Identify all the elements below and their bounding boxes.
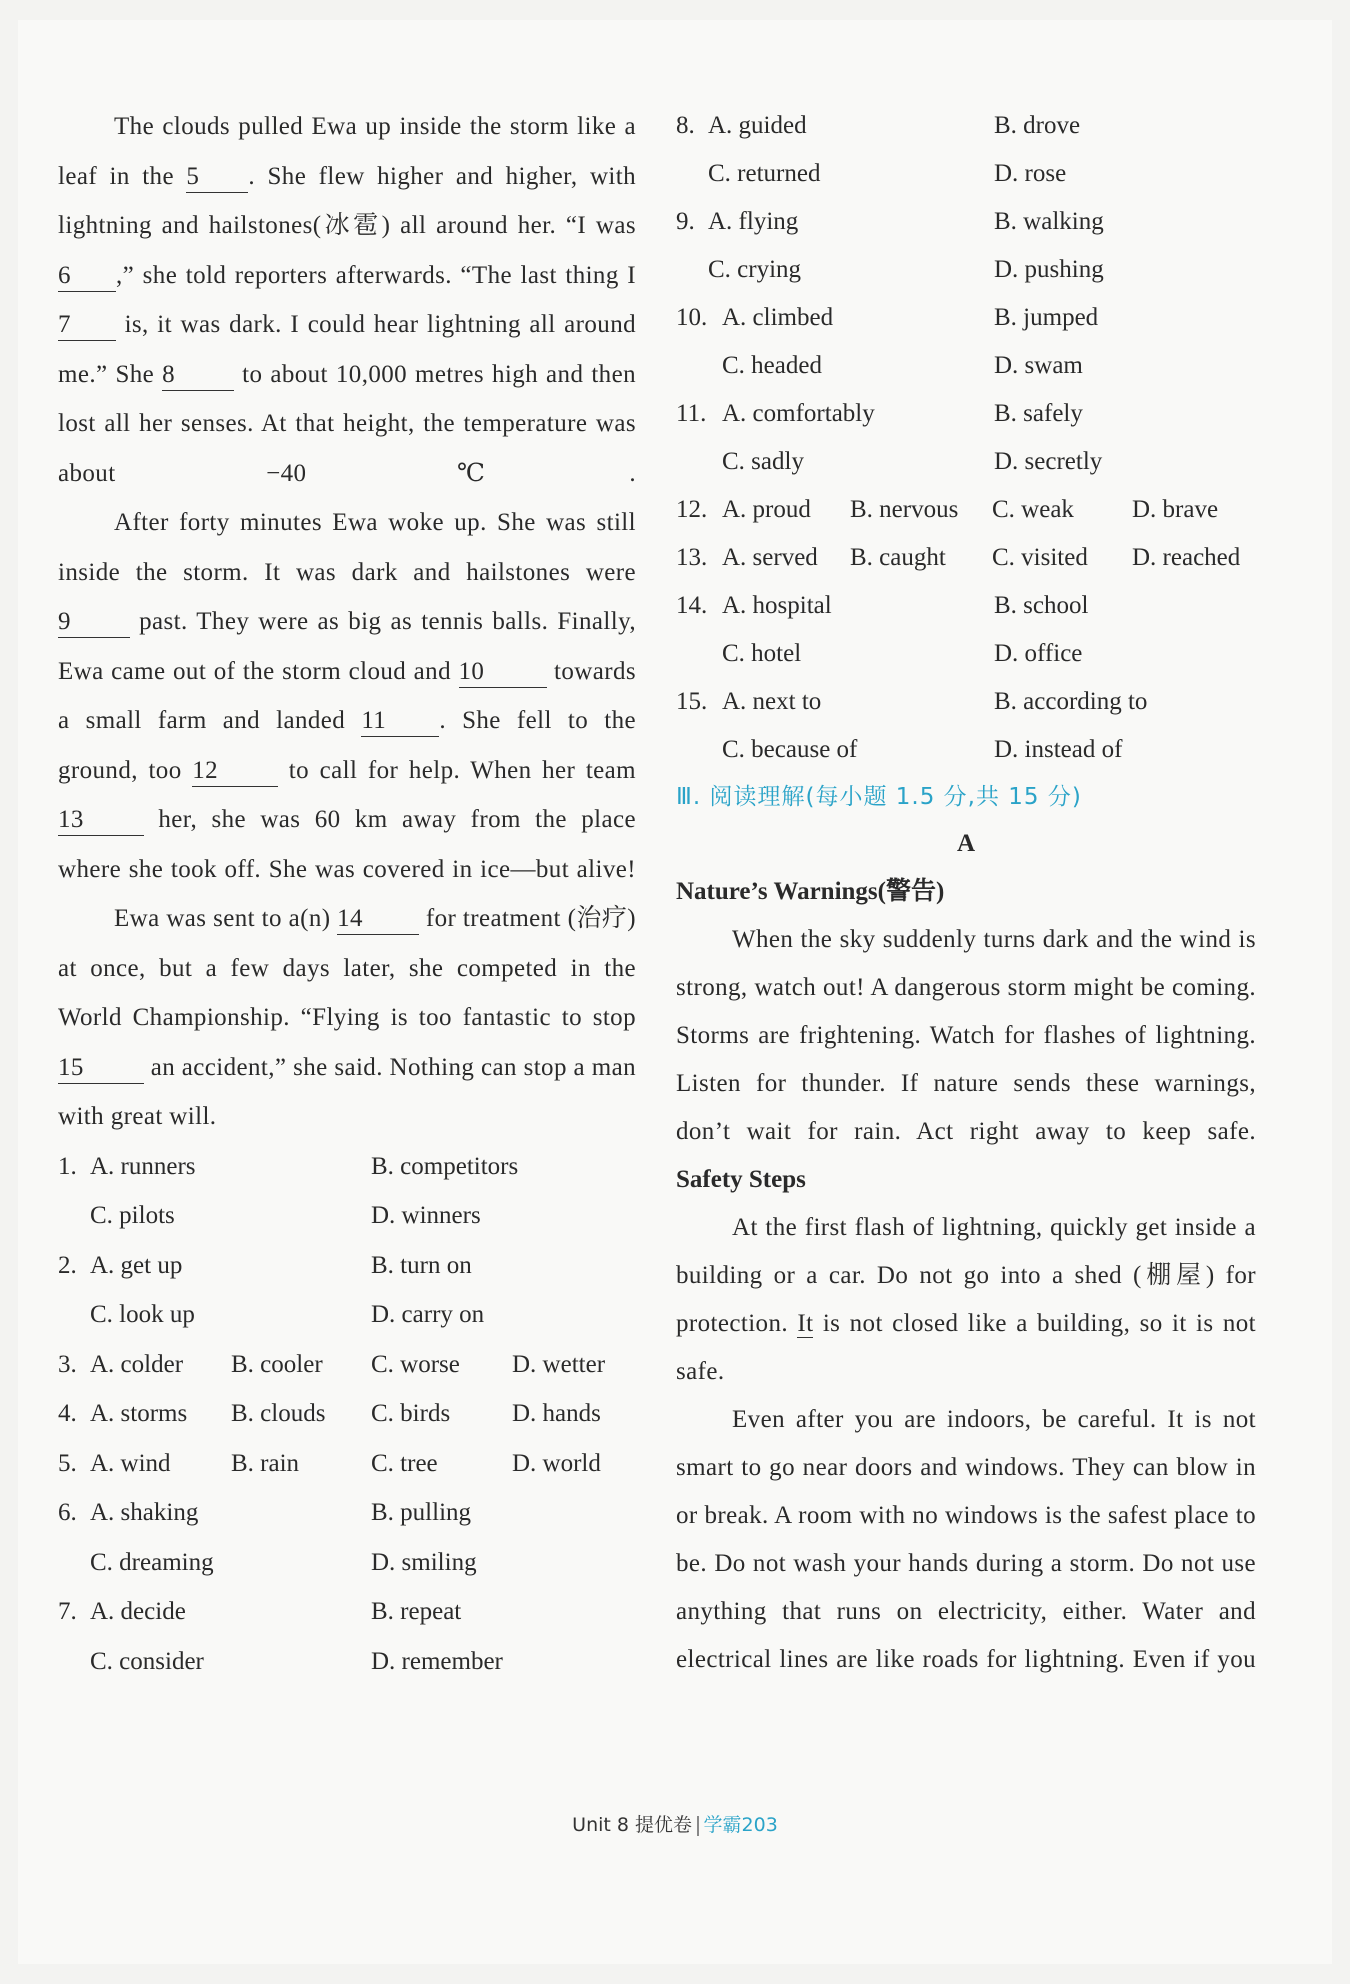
option-row [676, 678, 1256, 726]
option-b[interactable]: B. competitors [371, 1152, 519, 1180]
option-d[interactable]: D. pushing [994, 256, 1104, 283]
question-number: 15. [676, 688, 708, 715]
option-row [58, 1389, 636, 1439]
option-b[interactable]: B. according to [994, 688, 1148, 715]
passage-paragraph-3: Ewa was sent to a(n) 14 for treatment (治疗) at once, but a few days later, she competed in the World Championship. “Flying is too fantastic to stop 15 an accident,” she said. Nothing can stop a man with great will. [58, 905, 636, 1130]
option-d[interactable]: D. swam [994, 352, 1083, 379]
subheading: Safety Steps [676, 1166, 806, 1193]
brand-label: 学霸 [703, 1814, 742, 1836]
option-row [676, 246, 1256, 294]
option-c[interactable]: C. pilots [90, 1202, 175, 1229]
option-d[interactable]: D. reached [1132, 544, 1241, 571]
option-d[interactable]: D. hands [512, 1400, 601, 1427]
option-d[interactable]: D. secretly [994, 448, 1103, 475]
question-number: 3. [58, 1350, 77, 1378]
option-row [58, 1290, 636, 1340]
option-b[interactable]: B. drove [994, 112, 1081, 139]
option-a[interactable]: A. colder [90, 1350, 184, 1378]
option-row [58, 1538, 636, 1588]
option-d[interactable]: D. instead of [994, 736, 1123, 763]
question-number: 6. [58, 1499, 77, 1526]
option-row [58, 1241, 636, 1291]
options-list-8-15 [676, 102, 1256, 774]
option-d[interactable]: D. brave [1132, 496, 1219, 523]
option-c[interactable]: C. returned [708, 160, 821, 187]
option-row [676, 582, 1256, 630]
option-row [676, 102, 1256, 150]
option-row [58, 1340, 636, 1390]
question-number: 13. [676, 544, 708, 571]
passage-title: Nature’s Warnings(警告) [676, 878, 945, 905]
option-row [58, 1587, 636, 1637]
option-a[interactable]: A. guided [708, 112, 807, 139]
option-d[interactable]: D. office [994, 640, 1083, 667]
option-b[interactable]: B. rain [231, 1449, 300, 1477]
option-row [676, 726, 1256, 774]
question-number: 8. [676, 112, 695, 139]
option-c[interactable]: C. look up [90, 1301, 195, 1328]
option-a[interactable]: A. next to [722, 688, 822, 715]
passage-paragraph-1: The clouds pulled Ewa up inside the storm like a leaf in the 5 . She flew higher and higher, with lightning and hailstones(冰雹) all around her. “I was 6 ,” she told reporters afterwards. “The last thing I 7 is, it was dark. I could hear lightning all around me.” She 8 to about 10,000 metres high and then lost all her senses. At that height, the temperature was about −40 ℃. [58, 113, 636, 487]
option-b[interactable]: B. nervous [850, 496, 959, 523]
option-a[interactable]: A. climbed [722, 304, 834, 331]
reading-paragraph-2: At the first flash of lightning, quickly get inside a building or a car. Do not go into a shed (棚屋) for protection. It is not closed like a building, so it is not safe. [676, 1214, 1256, 1385]
option-a[interactable]: A. decide [90, 1598, 186, 1625]
question-number: 9. [676, 208, 695, 235]
left-column [58, 102, 636, 1686]
option-c[interactable]: C. crying [708, 256, 802, 283]
option-b[interactable]: B. school [994, 592, 1089, 619]
option-b[interactable]: B. walking [994, 208, 1104, 235]
option-row [676, 150, 1256, 198]
question-number: 14. [676, 592, 708, 619]
blank-11[interactable]: 11 [361, 706, 439, 737]
question-number: 11. [676, 400, 707, 427]
question-number: 5. [58, 1449, 77, 1477]
option-row [58, 1488, 636, 1538]
option-c[interactable]: C. consider [90, 1647, 204, 1675]
option-a[interactable]: A. get up [90, 1251, 183, 1279]
option-b[interactable]: B. clouds [231, 1400, 326, 1427]
page-number: 203 [741, 1814, 778, 1836]
option-b[interactable]: B. turn on [371, 1251, 472, 1279]
blank-12[interactable]: 12 [192, 756, 278, 787]
option-a[interactable]: A. storms [90, 1400, 188, 1427]
blank-10[interactable]: 10 [459, 657, 547, 688]
option-row [676, 486, 1256, 534]
question-number: 12. [676, 496, 708, 523]
option-c[interactable]: C. dreaming [90, 1548, 214, 1576]
blank-9[interactable]: 9 [58, 607, 130, 638]
reading-paragraph-1: When the sky suddenly turns dark and the wind is strong, watch out! A dangerous storm might be coming. Storms are frightening. Watch for flashes of lightning. Listen for thunder. If nature sends these warnings, don’t wait for rain. Act right away to keep safe. [676, 926, 1256, 1145]
option-a[interactable]: A. wind [90, 1449, 171, 1477]
footer-divider [697, 1816, 699, 1836]
blank-13[interactable]: 13 [58, 805, 144, 836]
blank-8[interactable]: 8 [162, 360, 234, 391]
option-a[interactable]: A. hospital [722, 592, 832, 619]
right-column [676, 102, 1256, 1684]
option-a[interactable]: A. runners [90, 1152, 196, 1180]
option-c[interactable]: C. weak [992, 496, 1074, 523]
option-d[interactable]: D. smiling [371, 1548, 477, 1576]
option-row [676, 294, 1256, 342]
blank-15[interactable]: 15 [58, 1053, 144, 1084]
question-number: 2. [58, 1251, 77, 1279]
blank-14[interactable]: 14 [337, 904, 419, 935]
option-d[interactable]: D. remember [371, 1647, 503, 1675]
blank-6[interactable]: 6 [58, 261, 116, 292]
option-a[interactable]: A. shaking [90, 1499, 199, 1526]
option-a[interactable]: A. comfortably [722, 400, 875, 427]
option-row [676, 438, 1256, 486]
option-c[interactable]: C. worse [371, 1350, 460, 1378]
question-number: 7. [58, 1598, 77, 1625]
option-row [58, 1637, 636, 1687]
option-row [676, 390, 1256, 438]
option-c[interactable]: C. birds [371, 1400, 451, 1427]
option-b[interactable]: B. repeat [371, 1598, 462, 1625]
option-b[interactable]: B. caught [850, 544, 946, 571]
underlined-word-it: It [797, 1310, 814, 1337]
option-row [58, 1142, 636, 1192]
option-a[interactable]: A. flying [708, 208, 799, 235]
passage-paragraph-2: After forty minutes Ewa woke up. She was still inside the storm. It was dark and hailstones were 9 past. They were as big as tennis balls. Finally, Ewa came out of the storm cloud and 10 towards a small farm and landed 11 . She fell to the ground, too 12 to call for help. When her team 13 her, she was 60 km away from the place where she took off. She was covered in ice—but alive! [58, 509, 637, 883]
option-d[interactable]: D. carry on [371, 1301, 485, 1328]
option-b[interactable]: B. cooler [231, 1350, 323, 1378]
option-row [58, 1191, 636, 1241]
option-row [58, 1439, 636, 1489]
passage-letter: A [956, 830, 976, 857]
option-c[interactable]: C. headed [722, 352, 822, 379]
option-a[interactable]: A. proud [722, 496, 811, 523]
option-b[interactable]: B. safely [994, 400, 1083, 427]
option-d[interactable]: D. world [512, 1449, 601, 1477]
option-d[interactable]: D. wetter [512, 1350, 606, 1378]
option-c[interactable]: C. visited [992, 544, 1088, 571]
section-title: Ⅲ. 阅读理解(每小题 1.5 分,共 15 分) [676, 784, 1082, 810]
option-c[interactable]: C. because of [722, 736, 858, 763]
question-number: 10. [676, 304, 708, 331]
option-row [676, 534, 1256, 582]
question-number: 4. [58, 1400, 77, 1427]
option-b[interactable]: B. jumped [994, 304, 1099, 331]
option-d[interactable]: D. rose [994, 160, 1067, 187]
option-b[interactable]: B. pulling [371, 1499, 472, 1526]
option-d[interactable]: D. winners [371, 1202, 481, 1229]
option-row [676, 342, 1256, 390]
option-row [676, 630, 1256, 678]
option-row [676, 198, 1256, 246]
question-number: 1. [58, 1152, 77, 1180]
blank-5[interactable]: 5 [186, 162, 248, 193]
page-footer [0, 1810, 1350, 1837]
option-c[interactable]: C. tree [371, 1449, 438, 1477]
option-c[interactable]: C. sadly [722, 448, 804, 475]
unit-label: Unit 8 提优卷 [572, 1814, 693, 1836]
reading-paragraph-3: Even after you are indoors, be careful. It is not smart to go near doors and windows. They can blow in or break. A room with no windows is the safest place to be. Do not wash your hands during a storm. Do not use anything that runs on electricity, either. Water and electrical lines are like roads for lightning. Even if you [676, 1406, 1256, 1673]
options-list-1-7 [58, 1142, 636, 1687]
option-c[interactable]: C. hotel [722, 640, 802, 667]
option-a[interactable]: A. served [722, 544, 818, 571]
blank-7[interactable]: 7 [58, 310, 116, 341]
